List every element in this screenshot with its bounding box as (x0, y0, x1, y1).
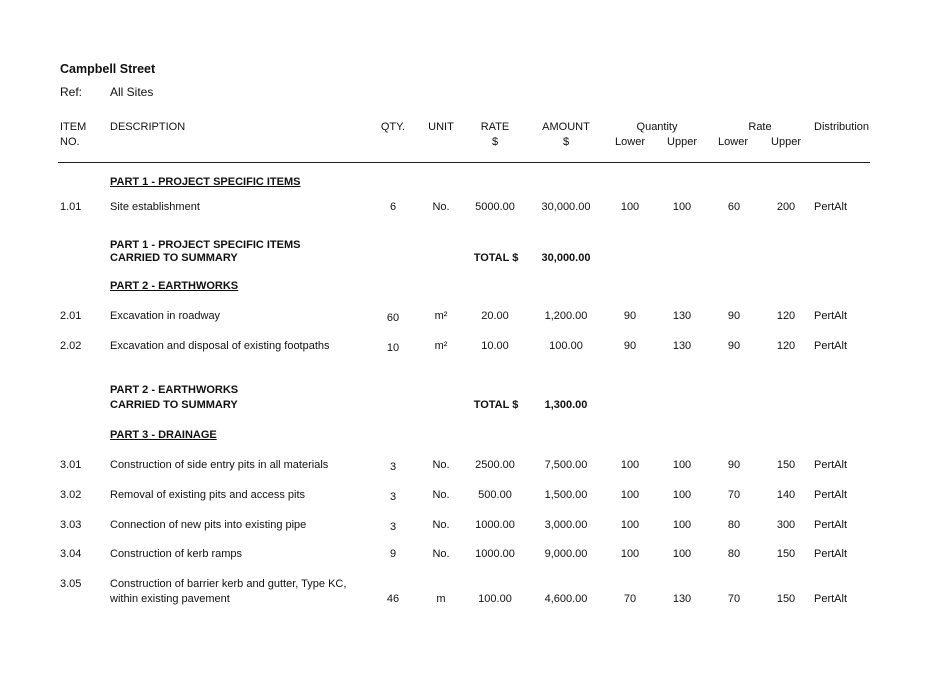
header-qty: QTY. (380, 121, 406, 133)
item-distribution: PertAlt (814, 201, 848, 213)
item-qty: 6 (389, 201, 397, 213)
item-rate-upper: 150 (776, 548, 796, 560)
item-no: 3.05 (60, 578, 82, 590)
item-quantity-lower: 100 (620, 489, 640, 501)
header-rate: RATE (480, 121, 510, 133)
item-quantity-upper: 100 (672, 519, 692, 531)
header-quantity-group: Quantity (636, 121, 678, 133)
item-qty: 9 (389, 548, 397, 560)
item-rate: 1000.00 (475, 519, 515, 531)
item-rate-upper: 200 (776, 201, 796, 213)
item-unit: m² (434, 310, 448, 322)
item-rate-upper: 150 (776, 593, 796, 605)
header-amount-unit: $ (562, 136, 570, 148)
item-no: 3.01 (60, 459, 82, 471)
item-quantity-upper: 100 (672, 548, 692, 560)
item-no: 3.03 (60, 519, 82, 531)
item-no: 2.02 (60, 340, 82, 352)
item-rate: 20.00 (481, 310, 509, 322)
item-amount: 30,000.00 (541, 201, 591, 213)
summary-label: PART 2 - EARTHWORKS (110, 384, 239, 396)
item-no: 3.04 (60, 548, 82, 560)
item-rate-lower: 70 (727, 489, 741, 501)
total-value: 1,300.00 (544, 399, 588, 411)
item-distribution: PertAlt (814, 548, 848, 560)
header-quantity-upper: Upper (667, 136, 697, 148)
item-unit: No. (432, 519, 450, 531)
item-amount: 1,500.00 (544, 489, 588, 501)
section-heading-part1: PART 1 - PROJECT SPECIFIC ITEMS (110, 176, 301, 188)
item-unit: m² (434, 340, 448, 352)
item-qty: 60 (386, 312, 400, 324)
item-amount: 1,200.00 (544, 310, 588, 322)
header-rate-unit: $ (491, 136, 499, 148)
section-heading-part2: PART 2 - EARTHWORKS (110, 280, 239, 292)
item-distribution: PertAlt (814, 459, 848, 471)
item-rate-lower: 60 (727, 201, 741, 213)
header-rate-lower: Lower (718, 136, 748, 148)
item-amount: 7,500.00 (544, 459, 588, 471)
item-rate-lower: 70 (727, 593, 741, 605)
item-quantity-upper: 100 (672, 459, 692, 471)
header-rate-group: Rate (748, 121, 772, 133)
item-amount: 4,600.00 (544, 593, 588, 605)
item-qty: 3 (389, 521, 397, 533)
item-quantity-lower: 100 (620, 548, 640, 560)
item-amount: 9,000.00 (544, 548, 588, 560)
item-rate-lower: 90 (727, 310, 741, 322)
item-rate: 10.00 (481, 340, 509, 352)
summary-carried: CARRIED TO SUMMARY (110, 399, 238, 411)
item-unit: No. (432, 459, 450, 471)
item-quantity-lower: 90 (623, 310, 637, 322)
header-no: NO. (60, 136, 80, 148)
header-amount: AMOUNT (542, 121, 590, 133)
item-quantity-upper: 100 (672, 489, 692, 501)
item-no: 2.01 (60, 310, 82, 322)
item-quantity-upper: 130 (672, 340, 692, 352)
item-rate-lower: 90 (727, 459, 741, 471)
item-distribution: PertAlt (814, 519, 848, 531)
header-quantity-lower: Lower (615, 136, 645, 148)
item-rate: 5000.00 (475, 201, 515, 213)
item-no: 1.01 (60, 201, 82, 213)
summary-label: PART 1 - PROJECT SPECIFIC ITEMS (110, 239, 301, 251)
item-rate: 1000.00 (475, 548, 515, 560)
item-quantity-upper: 100 (672, 201, 692, 213)
item-amount: 100.00 (549, 340, 583, 352)
item-quantity-lower: 70 (623, 593, 637, 605)
item-description-line2: within existing pavement (110, 593, 230, 605)
item-rate-upper: 140 (776, 489, 796, 501)
item-qty: 3 (389, 491, 397, 503)
summary-carried: CARRIED TO SUMMARY (110, 252, 238, 264)
item-description: Construction of side entry pits in all materials (110, 459, 329, 471)
item-distribution: PertAlt (814, 340, 848, 352)
item-distribution: PertAlt (814, 593, 848, 605)
item-qty: 3 (389, 461, 397, 473)
item-description: Construction of kerb ramps (110, 548, 243, 560)
item-quantity-upper: 130 (672, 310, 692, 322)
document-title: Campbell Street (60, 62, 156, 76)
item-rate: 100.00 (478, 593, 512, 605)
total-value: 30,000.00 (541, 252, 591, 264)
item-description: Connection of new pits into existing pipe (110, 519, 307, 531)
item-rate-lower: 90 (727, 340, 741, 352)
item-description: Construction of barrier kerb and gutter, Type KC, (110, 578, 347, 590)
item-unit: No. (432, 548, 450, 560)
item-amount: 3,000.00 (544, 519, 588, 531)
item-unit: No. (432, 489, 450, 501)
item-rate-upper: 300 (776, 519, 796, 531)
header-unit: UNIT (428, 121, 454, 133)
item-rate-upper: 120 (776, 310, 796, 322)
item-unit: m (436, 593, 446, 605)
item-rate-upper: 120 (776, 340, 796, 352)
item-rate-lower: 80 (727, 519, 741, 531)
item-qty: 46 (386, 593, 400, 605)
section-heading-part3: PART 3 - DRAINAGE (110, 429, 217, 441)
header-divider (58, 162, 870, 163)
item-rate: 2500.00 (475, 459, 515, 471)
item-quantity-upper: 130 (672, 593, 692, 605)
ref-label: Ref: (60, 85, 83, 99)
item-description: Removal of existing pits and access pits (110, 489, 306, 501)
header-rate-upper: Upper (771, 136, 801, 148)
item-unit: No. (432, 201, 450, 213)
item-quantity-lower: 100 (620, 201, 640, 213)
total-label: TOTAL $ (473, 399, 519, 411)
item-quantity-lower: 100 (620, 519, 640, 531)
header-item: ITEM (60, 121, 87, 133)
total-label: TOTAL $ (473, 252, 519, 264)
ref-value: All Sites (110, 85, 154, 99)
item-description: Excavation and disposal of existing footpaths (110, 340, 330, 352)
item-description: Site establishment (110, 201, 200, 213)
item-rate-upper: 150 (776, 459, 796, 471)
item-description: Excavation in roadway (110, 310, 221, 322)
header-distribution: Distribution (814, 121, 870, 133)
item-rate-lower: 80 (727, 548, 741, 560)
item-no: 3.02 (60, 489, 82, 501)
item-distribution: PertAlt (814, 489, 848, 501)
item-quantity-lower: 100 (620, 459, 640, 471)
header-description: DESCRIPTION (110, 121, 186, 133)
item-quantity-lower: 90 (623, 340, 637, 352)
item-distribution: PertAlt (814, 310, 848, 322)
item-rate: 500.00 (478, 489, 512, 501)
item-qty: 10 (386, 342, 400, 354)
